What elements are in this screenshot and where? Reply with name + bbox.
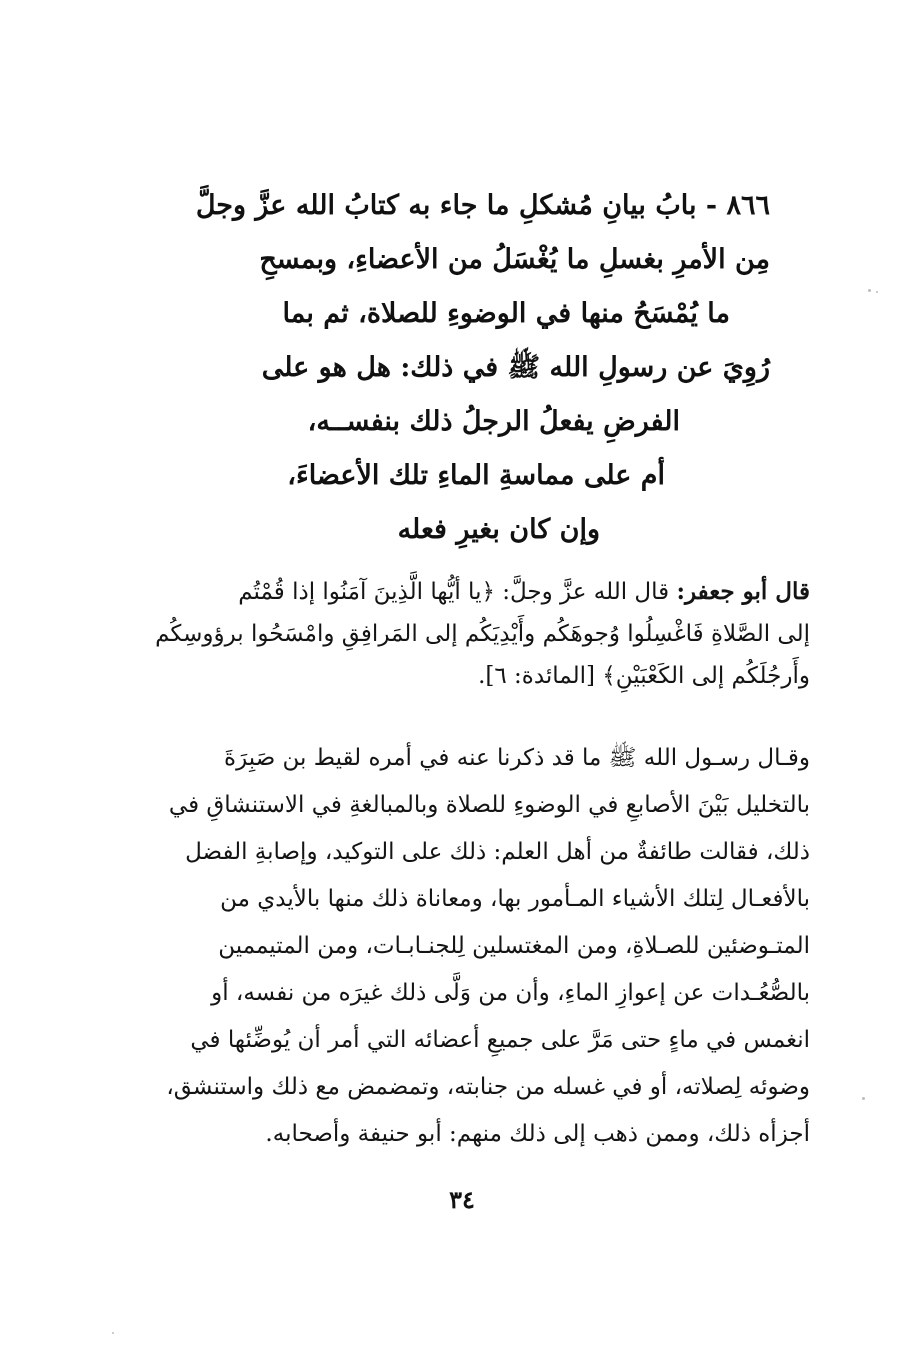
scan-speck — [112, 1332, 114, 1334]
paragraph-line: أجزأه ذلك، وممن ذهب إلى ذلك منهم: أبو حنيفة وأصحابه. — [265, 1121, 810, 1147]
paragraph-line: المتـوضئين للصـلاةِ، ومن المغتسلين لِلجنـابـات، ومن المتيممين — [218, 933, 810, 959]
paragraph-line: انغمس في ماءٍ حتى مَرَّ على جميعِ أعضائه التي أمر أن يُوضِّئها في — [190, 1027, 810, 1053]
heading-line: ٨٦٦ - بابُ بيانِ مُشكلِ ما جاء به كتابُ الله عزَّ وجلَّ — [195, 190, 770, 221]
heading-line: رُوِيَ عن رسولِ الله ﷺ في ذلك: هل هو على — [261, 352, 770, 383]
paragraph-line: وأَرجُلَكُم إلى الكَعْبَيْنِ﴾ [المائدة: ٦]. — [478, 663, 810, 689]
paragraph-line: بالأفعـال لِتلك الأشياء المـأمور بها، ومعاناة ذلك منها بالأيدي من — [220, 886, 810, 912]
paragraph-line: بالتخليل بَيْنَ الأصابعِ في الوضوءِ للصلاة وبالمبالغةِ في الاستنشاقِ في — [168, 792, 810, 818]
paragraph-line: بالصُّعُـدات عن إعوازِ الماءِ، وأن من وَلَّى ذلك غيرَه من نفسه، أو — [211, 980, 810, 1006]
paragraph-line — [238, 572, 810, 612]
heading-line: ما يُمْسَحُ منها في الوضوءِ للصلاة، ثم بما — [282, 298, 730, 329]
paragraph-line: وضوئه لِصلاته، أو في غسله من جنابته، وتمضمض مع ذلك واستنشق، — [166, 1074, 810, 1100]
heading-line: مِن الأمرِ بغسلِ ما يُغْسَلُ من الأعضاءِ، وبمسحِ — [259, 244, 770, 275]
scan-speck — [876, 291, 878, 293]
paragraph-quran-verse — [100, 572, 810, 712]
scan-speck — [868, 289, 871, 292]
heading-line: الفرضِ يفعلُ الرجلُ ذلك بنفســه، — [307, 406, 680, 437]
paragraph-line: إلى الصَّلاةِ فَاغْسِلُوا وُجوهَكُم وأَيْدِيَكُم إلى المَرافِقِ وامْسَحُوا برؤوسِكُم — [155, 621, 810, 647]
speaker-lead: قال أبو جعفر: — [676, 578, 810, 605]
heading-line: وإن كان بغيرِ فعله — [397, 514, 600, 545]
verse-text: قال الله عزَّ وجلَّ: ﴿يا أيُّها الَّذِينَ آمَنُوا إذا قُمْتُم — [238, 579, 670, 605]
page-number: ٣٤ — [449, 1185, 475, 1214]
paragraph-hadith — [100, 738, 810, 1178]
heading-line: أم على مماسةِ الماءِ تلك الأعضاءَ، — [287, 460, 665, 491]
paragraph-line: وقـال رسـول الله ﷺ ما قد ذكرنا عنه في أمره لقيط بن صَبِرَةَ — [224, 745, 810, 771]
scan-speck — [862, 1097, 865, 1100]
paragraph-line: ذلك، فقالت طائفةٌ من أهل العلم: ذلك على التوكيد، وإصابةِ الفضل — [185, 839, 810, 865]
